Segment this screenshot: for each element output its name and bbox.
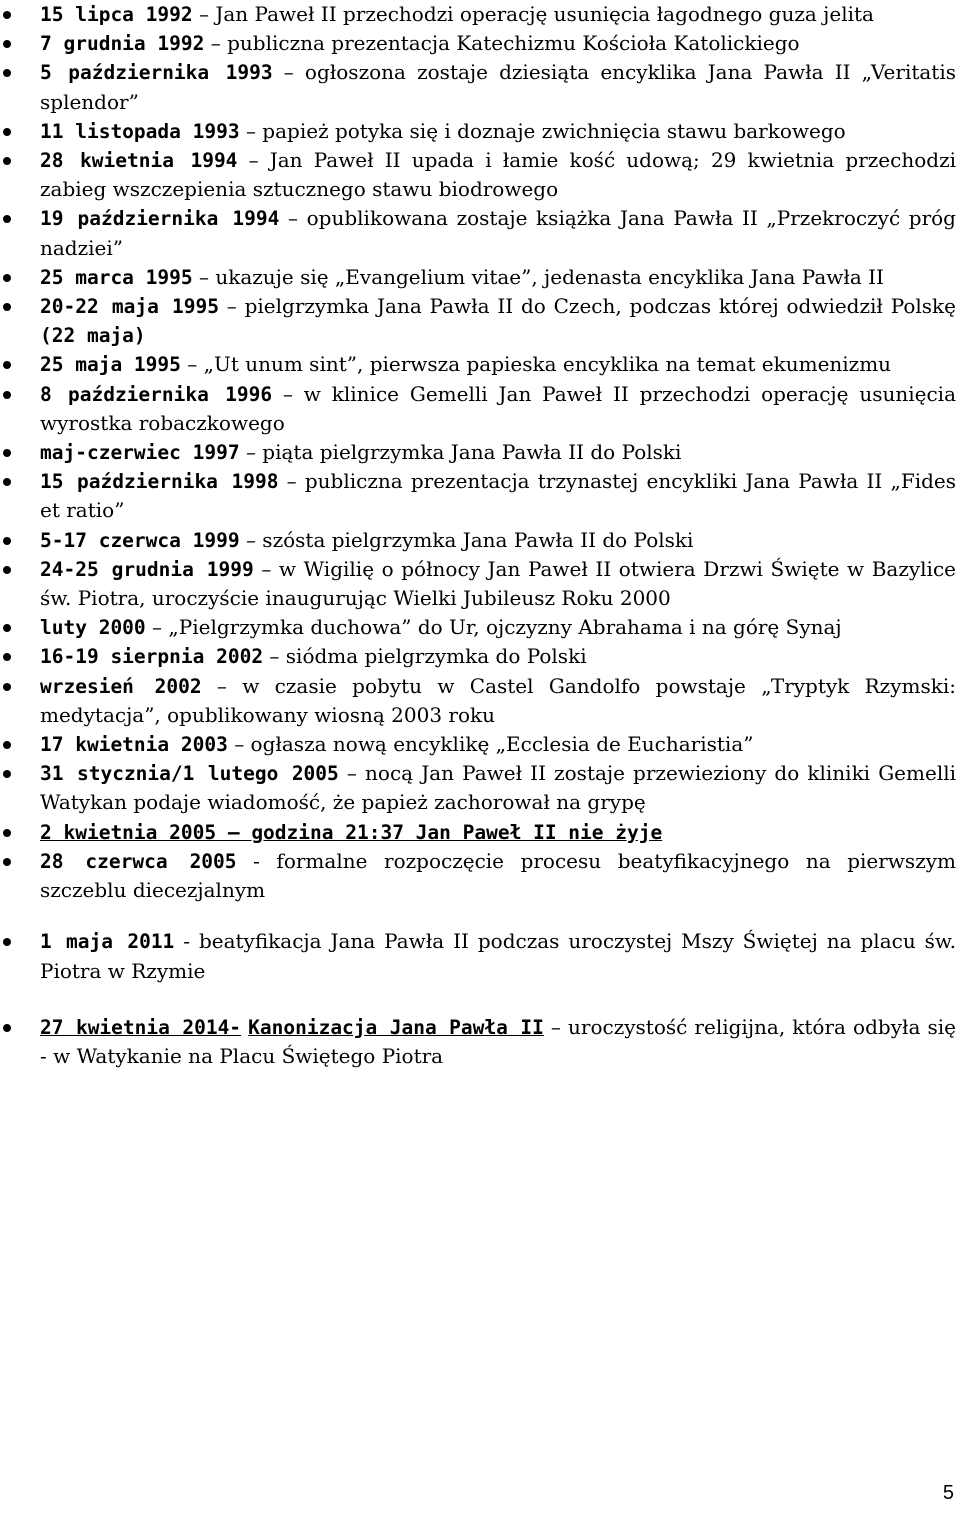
list-item	[0, 927, 960, 985]
entry-date: 16-19 sierpnia 2002	[40, 645, 264, 669]
entry-date: 25 maja 1995	[40, 353, 181, 377]
entry-date: 5-17 czerwca 1999	[40, 528, 240, 552]
list-item	[0, 438, 960, 467]
list-item	[0, 263, 960, 292]
entry-text: – ogłoszona zostaje dziesiąta encyklika Jana Pawła II „Veritatis splendor”	[40, 60, 956, 114]
entry-date: 24-25 grudnia 1999	[40, 557, 254, 581]
list-item	[0, 58, 960, 116]
list-item	[0, 818, 960, 847]
entry-date: 28 kwietnia 1994	[40, 149, 238, 173]
entry-text: – w czasie pobytu w Castel Gandolfo powstaje „Tryptyk Rzymski: medytacja”, opublikowany wiosną 2003 roku	[40, 673, 957, 727]
entry-text: – ukazuje się „Evangelium vitae”, jedenasta encyklika Jana Pawła II	[192, 264, 884, 289]
entry-text: – Jan Paweł II przechodzi operację usunięcia łagodnego guza jelita	[192, 2, 874, 26]
list-item	[0, 613, 960, 642]
entry-text: – w klinice Gemelli Jan Paweł II przechodzi operację usunięcia wyrostka robaczkowego	[40, 381, 956, 435]
bullet-icon	[3, 449, 11, 457]
list-item	[0, 146, 960, 204]
bullet-icon	[3, 683, 11, 691]
entry-date: 19 października 1994	[40, 207, 280, 231]
entry-text: – piąta pielgrzymka Jana Pawła II do Polski	[239, 440, 682, 465]
bullet-icon	[3, 40, 11, 48]
entry-date: 7 grudnia 1992	[40, 32, 205, 56]
entry-date: 17 kwietnia 2003	[40, 733, 228, 757]
list-item	[0, 350, 960, 379]
bullet-icon	[3, 11, 11, 19]
bullet-icon	[3, 128, 11, 136]
list-item	[0, 672, 960, 730]
list-item	[0, 1013, 960, 1071]
entry-text: – uroczystość religijna, która odbyła się - w Watykanie na Placu Świętego Piotra	[40, 1014, 956, 1068]
bullet-icon	[3, 537, 11, 545]
bullet-icon	[3, 478, 11, 486]
bullet-icon	[3, 624, 11, 632]
list-item	[0, 292, 960, 350]
entry-text: – ogłasza nową encyklikę „Ecclesia de Eucharistia”	[227, 732, 754, 757]
list-item	[0, 380, 960, 438]
entry-date: 8 października 1996	[40, 382, 273, 406]
entry-text: – pielgrzymka Jana Pawła II do Czech, podczas której odwiedził Polskę	[218, 294, 956, 319]
entry-text: – papież potyka się i doznaje zwichnięcia stawu barkowego	[239, 118, 846, 143]
list-item	[0, 204, 960, 262]
bullet-icon	[3, 741, 11, 749]
entry-date: maj-czerwiec 1997	[40, 441, 240, 465]
list-item	[0, 759, 960, 817]
entry-text: – siódma pielgrzymka do Polski	[263, 644, 587, 669]
entry-date: 20-22 maja 1995	[40, 295, 219, 319]
bullet-icon	[3, 157, 11, 165]
bullet-icon	[3, 1024, 11, 1032]
list-item	[0, 730, 960, 759]
entry-date-note: (22 maja)	[40, 324, 146, 348]
entry-date: 15 października 1998	[40, 470, 279, 494]
bullet-icon	[3, 391, 11, 399]
entry-text: – „Ut unum sint”, pierwsza papieska encyklika na temat ekumenizmu	[180, 352, 892, 377]
entry-text: – opublikowana zostaje książka Jana Pawła II „Przekroczyć próg nadziei”	[40, 206, 956, 260]
list-item	[0, 117, 960, 146]
entry-date: 11 listopada 1993	[40, 119, 240, 143]
list-item	[0, 847, 960, 905]
entry-text: – szósta pielgrzymka Jana Pawła II do Polski	[239, 527, 694, 552]
list-item	[0, 526, 960, 555]
bullet-icon	[3, 653, 11, 661]
bullet-icon	[3, 361, 11, 369]
entry-date: 1 maja 2011	[40, 930, 175, 954]
entry-date: 15 lipca 1992	[40, 3, 193, 26]
list-item	[0, 29, 960, 58]
entry-date: wrzesień 2002	[40, 674, 202, 698]
bullet-icon	[3, 69, 11, 77]
entry-date: 2 kwietnia 2005 – godzina 21:37 Jan Paweł II nie żyje	[40, 820, 663, 844]
bullet-icon	[3, 215, 11, 223]
entry-title: Kanonizacja Jana Pawła II	[248, 1015, 544, 1039]
entry-text: – publiczna prezentacja trzynastej encykliki Jana Pawła II „Fides et ratio”	[40, 469, 957, 523]
entry-date: 27 kwietnia 2014-	[40, 1015, 242, 1039]
entry-text: – w Wigilię o północy Jan Paweł II otwiera Drzwi Święte w Bazylice św. Piotra, uroczyście inaugurując Wielki Jubileusz Roku 2000	[40, 556, 956, 611]
bullet-icon	[3, 303, 11, 311]
entry-date: luty 2000	[40, 616, 146, 640]
entry-text: – publiczna prezentacja Katechizmu Kościoła Katolickiego	[204, 31, 800, 56]
entry-text: – „Pielgrzymka duchowa” do Ur, ojczyzny Abrahama i na górę Synaj	[145, 615, 842, 640]
list-item	[0, 642, 960, 671]
bullet-icon	[3, 938, 11, 946]
list-item	[0, 555, 960, 613]
entry-text: – nocą Jan Paweł II zostaje przewieziony do kliniki Gemelli Watykan podaje wiadomość, że papież zachorował na grypę	[40, 761, 957, 815]
page-number: 5	[942, 1482, 954, 1504]
entry-text: - beatyfikacja Jana Pawła II podczas uroczystej Mszy Świętej na placu św. Piotra w Rzymie	[40, 929, 956, 983]
entry-text: - formalne rozpoczęcie procesu beatyfikacyjnego na pierwszym szczeblu diecezjalnym	[40, 848, 956, 903]
bullet-icon	[3, 829, 11, 837]
bullet-icon	[3, 858, 11, 866]
bullet-icon	[3, 274, 11, 282]
entry-text: – Jan Paweł II upada i łamie kość udową; 29 kwietnia przechodzi zabieg wszczepienia sztucznego stawu biodrowego	[40, 148, 957, 202]
list-item	[0, 0, 960, 29]
entry-date: 5 października 1993	[40, 61, 273, 85]
entry-date: 25 marca 1995	[40, 265, 193, 289]
list-item	[0, 467, 960, 525]
entry-date: 31 stycznia/1 lutego 2005	[40, 762, 339, 786]
bullet-icon	[3, 770, 11, 778]
entry-date: 28 czerwca 2005	[40, 849, 237, 873]
bullet-icon	[3, 566, 11, 574]
